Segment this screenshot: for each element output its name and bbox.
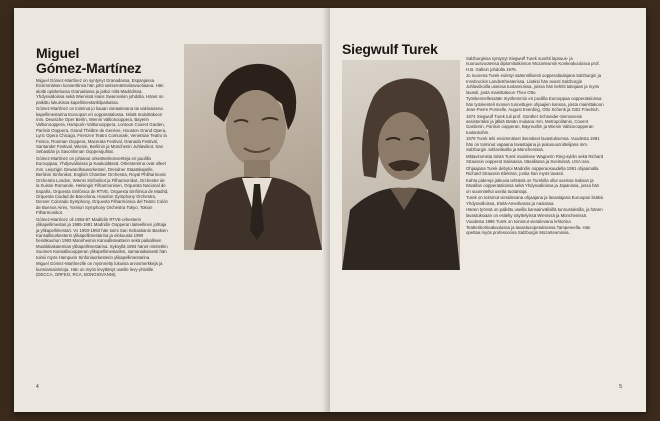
right-paragraph-8: Kahta pidempi jatkuvia tehtäviä on Turekilla ollut useissa Saksan ja Itävallan oopperataloissa sekä Yhdysvalloissa ja Japanissa, jossa hän on suunnitellut useita tuotantoja.: [466, 177, 600, 194]
right-page-heading: Siegwulf Turek: [342, 41, 438, 57]
right-paragraph-6: Mittavimmista töistä Turek mainitsee Wagnerin Ring-syklin sekä Richard Straussin oopperat Saksassa, Itävallassa ja Sveitsissä, USA:ssa.: [466, 153, 604, 165]
right-paragraph-7: Ohjaajana Turek debytoi Madridin oopperaosuudella 1991 ohjaamalla Richard Straussin Elektran, jonka hän myös lavasti.: [466, 165, 599, 177]
left-page-heading: [36, 46, 186, 76]
right-paragraph-10: Hänen työnsä on palkittu useilla kansainvälisillä tunnustuksilla, ja hänen lavastuksiaan on esitelty näyttelyissä Wienissä ja Münchenissä.: [466, 207, 603, 218]
right-page: [330, 8, 646, 412]
left-page-body: [36, 78, 169, 378]
right-paragraph-2: Jo nuorena Turek esiintyi säännöllisesti oopperalaulajana Salzburgin ja Innsbruckin Landestheaterissa. Lisäksi hän avusti Salzburgin Juhlaviikoilla useissa tuotannoissa, joissa hän kehitti taitojaan ja myös lavasti, josta mainittakoon Theo Otto.: [466, 73, 601, 95]
heading-last-name: Gómez-Martínez: [36, 60, 142, 76]
page-number-right: 5: [619, 384, 622, 390]
booklet: [14, 8, 646, 412]
right-paragraph-1: Salzburgissa syntynyt Siegwulf Turek suoritti lapsuus- ja nuoruusvuotensa diplomitutkinnon Mozarteumin Konkeakoulussa prof. H.B. Gallein johdolla 1976.: [466, 56, 600, 72]
portrait-photo-right: [342, 60, 460, 270]
right-paragraph-9: Turek on toiminut vierailevana ohjaajana ja lavastajana Euroopan lisäksi Yhdysvalloissa, Etelä-Amerikassa ja Aasiassa.: [466, 195, 604, 206]
page-number-left: 4: [36, 384, 39, 390]
right-page-body: [466, 56, 604, 378]
left-paragraph-2: Gómez-Martínez on toiminut jo kauan vieraalevana tai vakinaisena kapellimestarina Euroopan eri oopperatalossa. Niistä mainittakoon mm. Deutsche Oper Berlin, Wienin Valtionooppera, Bayerin Valtionooppera, Hampurin Valtionooppera, Lontoon Covent Garden, Pariisin Ooppera, Grand Théâtre de Genève, Houston Grand Opera, Lyric Opera Chicago, Firenzen Teatro Comunale, Venetsian Teatro la Fenice, Rooman Ooppera, Macerata Festival, Granada Festival, Santander Festival, Wienin, Berliinin ja Münchenin Juhlaviikot, San Sebastián ja Savonlinnan Oopperajuhlat.: [36, 106, 167, 155]
heading-first-name: Miguel: [36, 45, 80, 61]
left-paragraph-1: Miguel Gómez-Martínez on syntynyt Granadassa, Espanjassa. Ensimmäisen konserttinsa hän johti seitsemäntoistavuotiaana. Hän aloitti opiskelunsa Granadassa ja jatkoi niitä Madridissa. Yhdysvalloissa sekä Wienissä Hans Swarovskin johdolla. Hänet on palkittu lukuisissa kapellimestarikilpailuissa.: [36, 78, 164, 105]
right-paragraph-11: Vuodesta 1996 Turek on toiminut vierailevana lehtorina Teatterikorkeakoulussa ja lavastusopetuksessa Tampereella. Hän opettaa myös professorina Salzburgin Mozarteumissa.: [466, 219, 591, 236]
left-page: [14, 8, 330, 412]
left-paragraph-4: Gómez-Martínez oli 1984-87 Madridin RTVE-orkesterin ylikapellimestari ja 1985-1991 Madridin Oopperan taiteellinen johtaja ja ylikapellimestari. Vv 1993-1993 hän toimi San Sebastianin Baskien Kansallisorkesterin ylikapellimestarina ja elokuusta 1990 heinäkuuhun 1993 Mannheimin Kansallisteatterin sekä paikallisen Musiikkiakatemian ylikapellimestarina. Syksyllä 1993 hänet nimitettiin Suomen Kansallisoopperan ylikapellimestariksi, samanaikaisesti hän toimii myös Hampurin Sinfoniaorkesterin ylikapellimestarina.: [36, 216, 168, 260]
portrait-right-illustration: [342, 60, 460, 270]
right-paragraph-5: 1979 Turek teki ensimmäiset itsenäiset lavastuksensa. Vuodesta 1981 hän on toiminut vapaana lavastajana ja pukusuunnittelijana mm. Salzburgin Juhlaviikoilla ja Münchenissä.: [466, 136, 600, 153]
portrait-left-illustration: [184, 44, 322, 250]
portrait-photo-left: [184, 44, 322, 250]
right-paragraph-4: 1974 Siegwulf Turek tuli prof. Günther Schneider-Siemssenin assistentiksi ja jälkiä tämän mukana mm. Metropolitanin, Covent Gardenin, Pariisin oopperan, Bayreuthin ja Wienin Valtionoopperan tuotantoihin.: [466, 113, 594, 135]
left-paragraph-5: Miguel Gómez-Martínezlle on myönnetty lukuisia arvosmerkkejä ja kunniamainintoja. Hän on myös levyttänyt useille levy-yhtiöille (DECCA, ORFEO, RCA, BONGIOVANNI).: [36, 261, 163, 277]
left-paragraph-3: Gómez-Martínez on johtanut orkestterikonsertteja eri puolilla Eurooppaa, Yhdysvalloissa ja Kaukoidässä. Orkestereina ovat olleet mm. Leipzigin Gewandhausorkesteri, Dresdner Staatskapelle, Berliinin Sinfonikot, English Chamber Orchestra, Royal Philharmonic Orchestra London, Wienin Sinfonikot ja Filharmonikot, Orchestre de la Suisse Romande, Helsingin Filharmoninen, Orquesta Nacional de España, Orquesta Sinfónica de RTVE, Orquesta Sinfónica de Madrid, Orquesta Ciudad de Barcelona, Houston Symphony Orchestra, Denver Colorado Symphony, Orquesta Filharmónica del Teatro Colón de Buenos Aires, Yomiuri Symphony Orchestra Tokyo, Tokion Filharmonikot.: [36, 156, 169, 216]
right-paragraph-3: Työskennellessään myöhemmin eri puolilla Eurooppaa oopperataloissa hän työskenteli monien tunnettujen ohjaajien kanssa, joista mainittakoon Jean-Pierre Ponnelle, August Everding, Otto Schenk ja Götz Friedrich.: [466, 96, 604, 113]
